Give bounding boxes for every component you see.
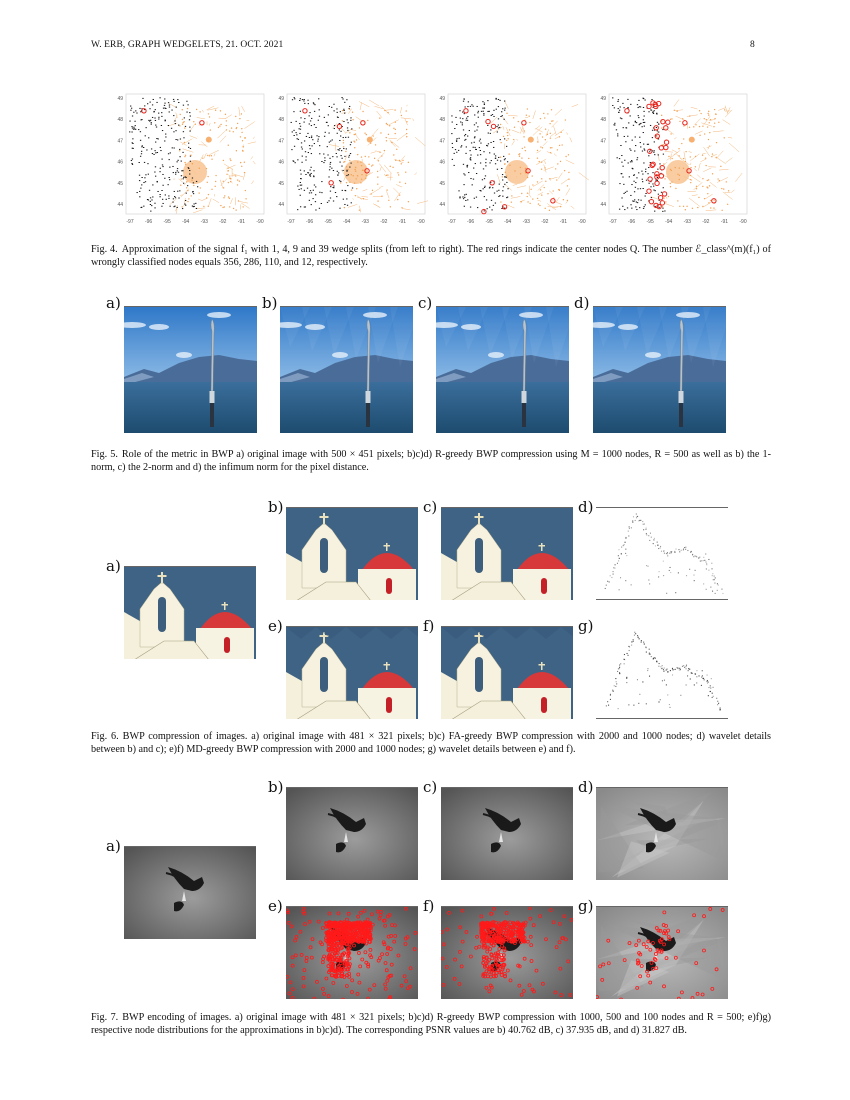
svg-text:-96: -96	[305, 219, 314, 225]
bird-image-500-nodes	[441, 787, 573, 880]
svg-text:-90: -90	[578, 219, 586, 225]
wavelet-details-e-f	[596, 626, 728, 719]
svg-text:-93: -93	[361, 219, 369, 225]
svg-text:49: 49	[278, 96, 284, 102]
panel-label-f: f)	[423, 617, 435, 635]
running-header-title: W. ERB, GRAPH WEDGELETS, 21. OCT. 2021	[91, 40, 284, 50]
svg-text:-91: -91	[237, 219, 246, 225]
svg-text:47: 47	[600, 138, 606, 145]
figure-5	[100, 290, 740, 440]
figure-5-caption: Fig. 5. Role of the metric in BWP a) original image with 500 × 451 pixels; b)c)d) R-greedy BWP compression using M = 1000 nodes, R = 500 as well as b) the 1-norm, c) the 2-norm and d) the infimum norm for the pixel distance.	[91, 449, 771, 473]
svg-text:-95: -95	[646, 219, 654, 225]
bird-image-original	[124, 846, 256, 939]
svg-text:-93: -93	[683, 219, 691, 225]
svg-text:44: 44	[439, 202, 445, 208]
svg-text:48: 48	[117, 117, 123, 124]
graph-plot-4	[591, 92, 751, 232]
svg-text:48: 48	[439, 117, 445, 124]
svg-text:46: 46	[117, 159, 123, 166]
svg-text:-92: -92	[219, 219, 227, 225]
svg-text:46: 46	[278, 159, 284, 166]
page-number: 8	[750, 40, 755, 50]
bird-image-100-nodes	[596, 787, 728, 880]
svg-text:-96: -96	[144, 219, 153, 225]
node-distribution-100	[596, 906, 728, 999]
figure-4-caption: Fig. 4. Approximation of the signal f₁ with 1, 4, 9 and 39 wedge splits (from left to right). The red rings indicate the center nodes Q. The number ℰ_class^(m)(f₁) of wrongly classified nodes equals 356, 286, 110, and 12, respectively.	[91, 244, 771, 268]
svg-text:44: 44	[600, 202, 606, 208]
panel-label-g: g)	[578, 897, 594, 915]
svg-text:46: 46	[600, 159, 606, 166]
church-image-md-greedy-1000	[441, 626, 573, 719]
figure-7-caption: Fig. 7. BWP encoding of images. a) original image with 481 × 321 pixels; b)c)d) R-greedy BWP compression with 1000, 500 and 100 nodes and R = 500; e)f)g) respective node distributions for the approximations in b)c)d). The corresponding PSNR values are b) 40.762 dB, c) 37.935 dB, and d) 31.827 dB.	[91, 1012, 771, 1036]
svg-text:-92: -92	[541, 219, 549, 225]
svg-text:-93: -93	[522, 219, 530, 225]
church-image-fa-greedy-2000	[286, 507, 418, 600]
panel-label-g: g)	[578, 617, 594, 635]
svg-text:-90: -90	[256, 219, 264, 225]
graph-plot-3	[430, 92, 590, 232]
lake-fork-image-original	[124, 306, 257, 433]
panel-label-f: f)	[423, 897, 435, 915]
svg-text:-94: -94	[182, 219, 190, 225]
lake-fork-image-2-norm	[436, 306, 569, 433]
svg-text:-94: -94	[343, 219, 351, 225]
svg-text:-95: -95	[485, 219, 493, 225]
svg-text:47: 47	[117, 138, 123, 145]
svg-text:49: 49	[117, 96, 123, 102]
svg-text:45: 45	[117, 180, 123, 187]
svg-text:46: 46	[439, 159, 445, 166]
svg-text:-92: -92	[380, 219, 388, 225]
svg-text:-91: -91	[559, 219, 568, 225]
panel-label-c: c)	[423, 498, 438, 516]
svg-text:45: 45	[600, 180, 606, 187]
church-image-fa-greedy-1000	[441, 507, 573, 600]
panel-label-a: a)	[106, 557, 121, 575]
svg-text:-94: -94	[665, 219, 673, 225]
lake-fork-image-1-norm	[280, 306, 413, 433]
svg-text:-91: -91	[398, 219, 407, 225]
svg-text:-96: -96	[627, 219, 636, 225]
node-distribution-1000	[286, 906, 418, 999]
bird-image-1000-nodes	[286, 787, 418, 880]
svg-text:-97: -97	[126, 219, 134, 225]
graph-plot-1	[108, 92, 268, 232]
panel-label-e: e)	[268, 617, 283, 635]
church-image-original	[124, 566, 256, 659]
figure-7	[100, 775, 740, 1005]
svg-text:-97: -97	[609, 219, 617, 225]
svg-text:-92: -92	[702, 219, 710, 225]
panel-label-c: c)	[418, 294, 433, 312]
svg-text:-97: -97	[287, 219, 295, 225]
svg-text:44: 44	[117, 202, 123, 208]
svg-text:45: 45	[439, 180, 445, 187]
svg-text:47: 47	[439, 138, 445, 145]
panel-label-a: a)	[106, 294, 121, 312]
panel-label-b: b)	[262, 294, 278, 312]
graph-plot-2	[269, 92, 429, 232]
figure-4	[108, 92, 748, 232]
svg-text:49: 49	[439, 96, 445, 102]
panel-label-d: d)	[578, 498, 594, 516]
svg-text:44: 44	[278, 202, 284, 208]
svg-text:48: 48	[278, 117, 284, 124]
lake-fork-image-infimum-norm	[593, 306, 726, 433]
svg-text:-95: -95	[324, 219, 332, 225]
panel-label-d: d)	[578, 778, 594, 796]
figure-6	[100, 495, 740, 725]
svg-text:-97: -97	[448, 219, 456, 225]
panel-label-d: d)	[574, 294, 590, 312]
svg-text:49: 49	[600, 96, 606, 102]
church-image-md-greedy-2000	[286, 626, 418, 719]
svg-text:48: 48	[600, 117, 606, 124]
svg-text:-90: -90	[739, 219, 747, 225]
svg-text:-90: -90	[417, 219, 425, 225]
panel-label-a: a)	[106, 837, 121, 855]
svg-text:47: 47	[278, 138, 284, 145]
svg-text:-94: -94	[504, 219, 512, 225]
svg-text:-93: -93	[200, 219, 208, 225]
panel-label-c: c)	[423, 778, 438, 796]
panel-label-b: b)	[268, 498, 284, 516]
svg-text:-91: -91	[720, 219, 729, 225]
svg-text:45: 45	[278, 180, 284, 187]
panel-label-b: b)	[268, 778, 284, 796]
svg-text:-96: -96	[466, 219, 475, 225]
wavelet-details-b-c	[596, 507, 728, 600]
svg-text:-95: -95	[163, 219, 171, 225]
node-distribution-500	[441, 906, 573, 999]
figure-6-caption: Fig. 6. BWP compression of images. a) original image with 481 × 321 pixels; b)c) FA-greedy BWP compression with 2000 and 1000 nodes; d) wavelet details between b) and c); e)f) MD-greedy BWP compression with 2000 and 1000 nodes; g) wavelet details between e) and f).	[91, 731, 771, 755]
panel-label-e: e)	[268, 897, 283, 915]
